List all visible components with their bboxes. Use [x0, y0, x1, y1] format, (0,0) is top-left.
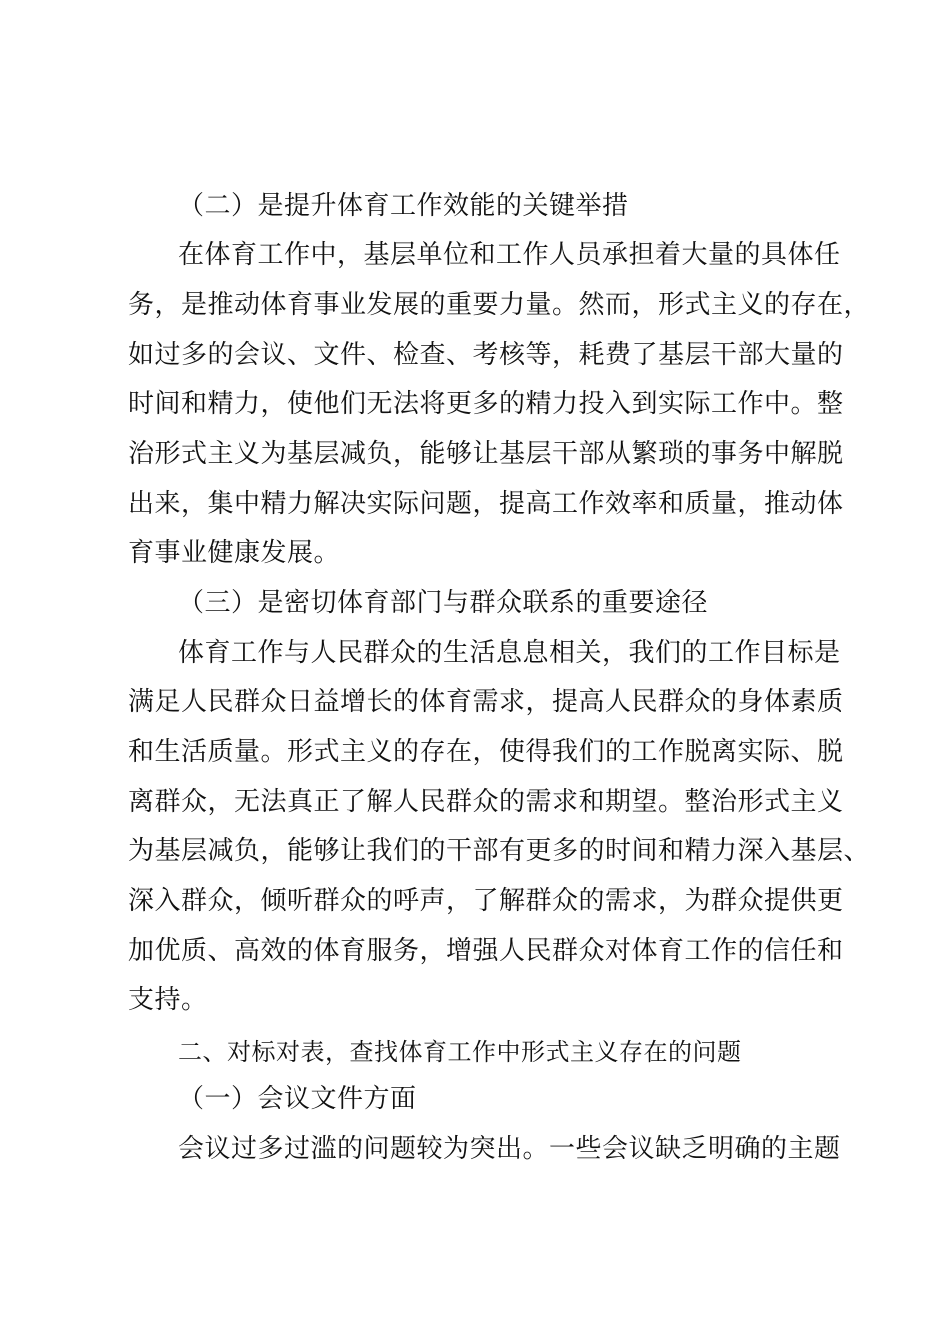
paragraph-line: 如过多的会议、文件、检查、考核等，耗费了基层干部大量的 [128, 340, 844, 370]
subheading-2: （二）是提升体育工作效能的关键举措 [178, 191, 629, 221]
paragraph-line: 务，是推动体育事业发展的重要力量。然而，形式主义的存在， [128, 290, 871, 320]
subheading-3: （三）是密切体育部门与群众联系的重要途径 [178, 588, 709, 618]
paragraph-line: 在体育工作中，基层单位和工作人员承担着大量的具体任 [178, 240, 841, 270]
paragraph-line: 体育工作与人民群众的生活息息相关，我们的工作目标是 [178, 638, 841, 668]
paragraph-line: 和生活质量。形式主义的存在，使得我们的工作脱离实际、脱 [128, 737, 844, 767]
paragraph-line: 满足人民群众日益增长的体育需求，提高人民群众的身体素质 [128, 687, 844, 717]
paragraph-line: 出来，集中精力解决实际问题，提高工作效率和质量，推动体 [128, 489, 844, 519]
paragraph-line: 为基层减负，能够让我们的干部有更多的时间和精力深入基层、 [128, 836, 871, 866]
paragraph-line: 会议过多过滥的问题较为突出。一些会议缺乏明确的主题 [178, 1134, 841, 1164]
paragraph-line: 育事业健康发展。 [128, 538, 341, 568]
paragraph-line: 深入群众，倾听群众的呼声，了解群众的需求，为群众提供更 [128, 886, 844, 916]
paragraph-line: 治形式主义为基层减负，能够让基层干部从繁琐的事务中解脱 [128, 439, 844, 469]
subheading-1: （一）会议文件方面 [178, 1084, 417, 1114]
paragraph-line: 加优质、高效的体育服务，增强人民群众对体育工作的信任和 [128, 936, 844, 966]
section-heading-2: 二、对标对表，查找体育工作中形式主义存在的问题 [178, 1038, 742, 1066]
paragraph-line: 支持。 [128, 985, 208, 1015]
paragraph-line: 时间和精力，使他们无法将更多的精力投入到实际工作中。整 [128, 389, 844, 419]
paragraph-line: 离群众，无法真正了解人民群众的需求和期望。整治形式主义 [128, 787, 844, 817]
